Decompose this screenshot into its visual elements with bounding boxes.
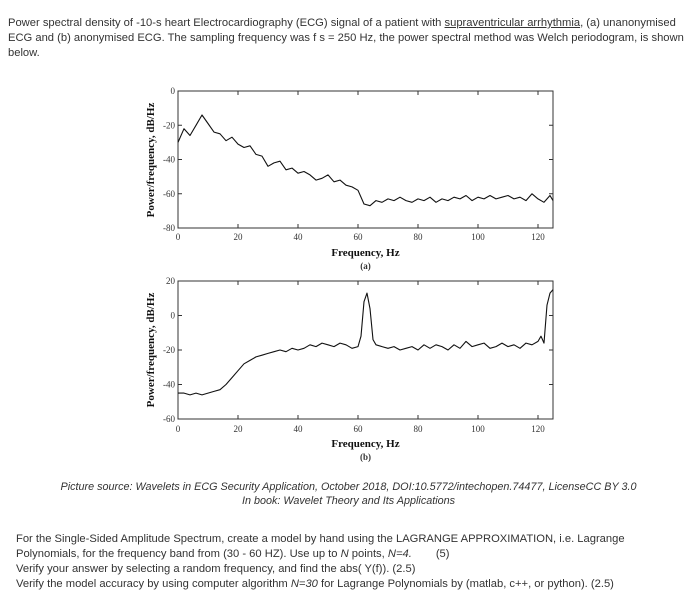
x-tick-label: 0 bbox=[175, 232, 181, 242]
y-tick-label: -40 bbox=[163, 154, 175, 165]
x-tick-label: 80 bbox=[413, 424, 423, 434]
y-axis-label: Power/frequency, dB/Hz bbox=[145, 102, 157, 218]
x-tick-label: 40 bbox=[293, 424, 303, 434]
task-line-3: Verify your answer by selecting a random frequency, and find the abs( Y(f)). (2.5) bbox=[16, 563, 416, 575]
y-tick-label: -20 bbox=[163, 120, 175, 131]
x-tick-label: 0 bbox=[175, 424, 181, 434]
x-tick-label: 80 bbox=[413, 232, 423, 242]
task-line-2 bbox=[16, 547, 692, 562]
plot-frame bbox=[178, 281, 553, 419]
y-tick-label: 20 bbox=[166, 276, 175, 286]
task-instructions bbox=[16, 532, 692, 592]
y-tick-label: -60 bbox=[163, 188, 175, 199]
y-tick-label: -40 bbox=[163, 379, 175, 390]
task-line-4 bbox=[16, 577, 692, 592]
picture-source-caption: Picture source: Wavelets in ECG Security Application, October 2018, DOI:10.5772/intechopen.74477, LicenseCC BY 3.0 bbox=[60, 481, 637, 493]
task-line-2-text: Polynomials, for the frequency band from (30 - 60 HZ). Use up to bbox=[16, 548, 341, 560]
x-tick-label: 120 bbox=[531, 424, 545, 434]
x-axis-label: Frequency, Hz bbox=[331, 247, 400, 259]
panel-label: (a) bbox=[360, 261, 371, 271]
y-tick-label: -80 bbox=[163, 223, 175, 233]
plot-frame bbox=[178, 91, 553, 228]
psd-chart-b bbox=[145, 276, 553, 462]
psd-series-line bbox=[178, 115, 553, 206]
task-line-2-n: N bbox=[340, 548, 349, 560]
task-line-4-text-b: for Lagrange Polynomials by (matlab, c++, or python). (2.5) bbox=[317, 578, 614, 590]
task-line-4-N: N=30 bbox=[290, 578, 318, 590]
x-tick-label: 100 bbox=[471, 232, 485, 242]
y-tick-label: 0 bbox=[170, 86, 175, 96]
x-tick-label: 100 bbox=[471, 424, 485, 434]
book-caption: In book: Wavelet Theory and Its Applications bbox=[241, 495, 456, 507]
psd-chart-a bbox=[145, 86, 553, 271]
intro-text-2: , (a) unanonymised ECG and (b) anonymised ECG. The sampling frequency was f s = 250 Hz, the power spectral method was Welch periodogram, is shown below. bbox=[8, 17, 684, 59]
x-tick-label: 60 bbox=[353, 424, 363, 434]
psd-series-line bbox=[178, 290, 553, 395]
task-line-4-text: Verify the model accuracy by using computer algorithm bbox=[16, 578, 291, 590]
task-line-2-N: N=4. bbox=[387, 548, 412, 560]
y-axis-label: Power/frequency, dB/Hz bbox=[145, 292, 157, 408]
y-tick-label: -20 bbox=[163, 345, 175, 355]
x-tick-label: 20 bbox=[233, 232, 243, 242]
panel-label: (b) bbox=[360, 452, 371, 462]
y-tick-label: -60 bbox=[163, 414, 175, 424]
x-tick-label: 20 bbox=[233, 424, 243, 434]
task-line-2-text-b: points, bbox=[348, 548, 388, 560]
y-tick-label: 0 bbox=[170, 310, 175, 321]
x-axis-label: Frequency, Hz bbox=[331, 438, 400, 450]
intro-text-1: Power spectral density of -10-s heart Electrocardiography (ECG) signal of a patient with bbox=[8, 17, 445, 29]
task-line-2-points: (5) bbox=[435, 548, 450, 560]
arrhythmia-link[interactable]: supraventricular arrhythmia bbox=[444, 17, 581, 29]
x-tick-label: 40 bbox=[293, 232, 303, 242]
x-tick-label: 120 bbox=[531, 232, 545, 242]
task-line-1: For the Single-Sided Amplitude Spectrum, create a model by hand using the LAGRANGE APPROXIMATION, i.e. Lagrange bbox=[16, 533, 625, 545]
x-tick-label: 60 bbox=[353, 232, 363, 242]
